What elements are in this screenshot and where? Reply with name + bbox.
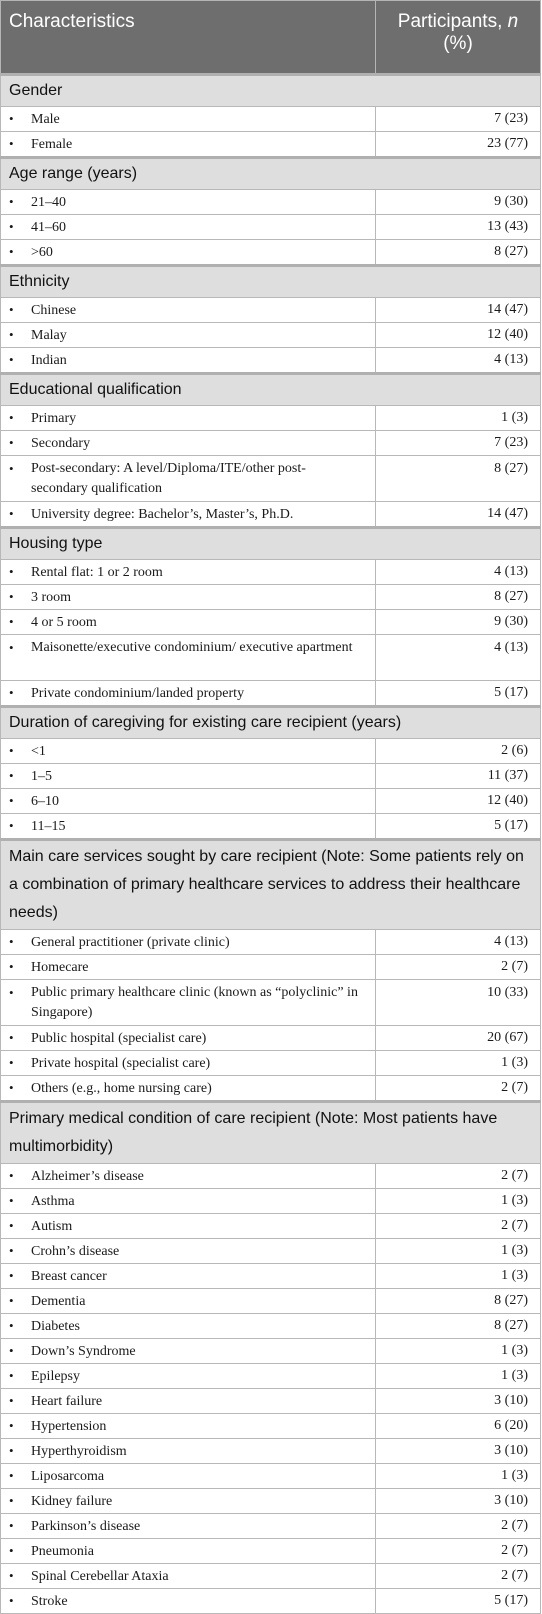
table-header-row [1,1,541,75]
row-label-cell [1,431,376,456]
row-value: 2 (7) [376,1164,541,1189]
bullet-icon: • [9,985,14,1000]
row-label-cell [1,1589,376,1614]
row-label-cell [1,323,376,348]
row-value: 14 (47) [376,502,541,528]
table-row [1,323,541,348]
row-value: 3 (10) [376,1389,541,1414]
row-value: 2 (6) [376,739,541,764]
row-label-cell [1,635,376,681]
section-row [1,528,541,560]
table-row [1,502,541,528]
section-row [1,75,541,107]
row-value: 14 (47) [376,298,541,323]
table-row [1,789,541,814]
row-value: 8 (27) [376,1314,541,1339]
table-row [1,560,541,585]
bullet-icon: • [9,1517,14,1533]
table-row [1,190,541,215]
row-value: 3 (10) [376,1439,541,1464]
bullet-icon: • [9,301,14,317]
bullet-icon: • [9,218,14,234]
row-label: Chinese [31,302,77,318]
table-row [1,1026,541,1051]
row-value: 8 (27) [376,456,541,502]
row-value: 2 (7) [376,955,541,980]
row-value: 10 (33) [376,980,541,1026]
row-value: 12 (40) [376,323,541,348]
row-label: 41–60 [31,219,66,235]
row-label: Private condominium/landed property [31,685,245,701]
header-participants [376,1,541,75]
bullet-icon: • [9,640,14,655]
header-participants-pct: (%) [443,33,473,54]
row-label-cell [1,406,376,431]
bullet-icon: • [9,1242,14,1258]
section-title: Main care services sought by care recipient (Note: Some patients rely on a combination of primary healthcare services to address their healthcare needs) [1,840,541,930]
table-row [1,1464,541,1489]
section-row [1,158,541,190]
table-row [1,1164,541,1189]
row-label: <1 [31,743,46,759]
bullet-icon: • [9,933,14,949]
row-label: Diabetes [31,1318,80,1334]
row-label: Spinal Cerebellar Ataxia [31,1568,169,1584]
row-label-cell [1,930,376,955]
row-label-cell [1,789,376,814]
row-value: 1 (3) [376,1364,541,1389]
table-row [1,132,541,158]
row-label-cell [1,739,376,764]
row-label-cell [1,1464,376,1489]
bullet-icon: • [9,434,14,450]
row-label: 11–15 [31,818,66,834]
section-row [1,707,541,739]
table-body [1,75,541,1614]
row-value: 1 (3) [376,1239,541,1264]
bullet-icon: • [9,563,14,579]
row-label: Primary [31,410,77,426]
row-value: 2 (7) [376,1214,541,1239]
bullet-icon: • [9,1029,14,1045]
row-label: Down’s Syndrome [31,1343,136,1359]
row-label-cell [1,1489,376,1514]
bullet-icon: • [9,1167,14,1183]
row-label-cell [1,1514,376,1539]
row-label: Liposarcoma [31,1468,105,1484]
bullet-icon: • [9,110,14,126]
bullet-icon: • [9,1217,14,1233]
table-row [1,1239,541,1264]
row-label: Male [31,111,60,127]
row-value: 4 (13) [376,930,541,955]
bullet-icon: • [9,1592,14,1608]
row-value: 12 (40) [376,789,541,814]
bullet-icon: • [9,1492,14,1508]
table-row [1,1514,541,1539]
header-participants-label: Participants, [397,11,508,32]
bullet-icon: • [9,1467,14,1483]
row-label: 4 or 5 room [31,614,97,630]
section-title: Ethnicity [1,266,541,298]
row-label: 3 room [31,589,72,605]
bullet-icon: • [9,588,14,604]
table-row [1,298,541,323]
row-value: 2 (7) [376,1539,541,1564]
row-value: 1 (3) [376,1464,541,1489]
row-label: Parkinson’s disease [31,1518,141,1534]
row-label: >60 [31,244,53,260]
row-label: Private hospital (specialist care) [31,1055,211,1071]
table-row [1,635,541,681]
row-label: Others (e.g., home nursing care) [31,1080,212,1096]
section-row [1,266,541,298]
row-label: Female [31,136,73,152]
bullet-icon: • [9,326,14,342]
row-label: Breast cancer [31,1268,107,1284]
section-title: Primary medical condition of care recipient (Note: Most patients have multimorbidity) [1,1102,541,1164]
bullet-icon: • [9,1054,14,1070]
row-value: 1 (3) [376,1264,541,1289]
row-label-cell [1,1189,376,1214]
row-value: 5 (17) [376,1589,541,1614]
row-label-cell [1,1439,376,1464]
table-row [1,1439,541,1464]
row-label: General practitioner (private clinic) [31,934,230,950]
row-label-cell [1,1214,376,1239]
row-label: Indian [31,352,67,368]
table-row [1,764,541,789]
row-label-cell [1,610,376,635]
row-label: Stroke [31,1593,68,1609]
row-label: Pneumonia [31,1543,94,1559]
bullet-icon: • [9,1292,14,1308]
row-label: Secondary [31,435,91,451]
row-label-cell [1,1339,376,1364]
row-value: 5 (17) [376,814,541,840]
row-label: Post-secondary: A level/Diploma/ITE/other post-secondary qualification [31,461,306,496]
header-characteristics: Characteristics [1,1,376,75]
bullet-icon: • [9,193,14,209]
row-label-cell [1,298,376,323]
row-label: Hyperthyroidism [31,1443,127,1459]
row-label: Crohn’s disease [31,1243,120,1259]
row-label-cell [1,1364,376,1389]
row-value: 1 (3) [376,1189,541,1214]
bullet-icon: • [9,1317,14,1333]
row-label-cell [1,681,376,707]
bullet-icon: • [9,243,14,259]
row-label-cell [1,215,376,240]
table-row [1,1314,541,1339]
bullet-icon: • [9,409,14,425]
bullet-icon: • [9,1192,14,1208]
row-label: Kidney failure [31,1493,113,1509]
row-label: Homecare [31,959,89,975]
row-label-cell [1,1564,376,1589]
table-row [1,1364,541,1389]
table-row [1,1589,541,1614]
table-row [1,1264,541,1289]
row-label: Asthma [31,1193,75,1209]
row-label-cell [1,560,376,585]
row-label-cell [1,1314,376,1339]
bullet-icon: • [9,1417,14,1433]
row-label: Autism [31,1218,73,1234]
bullet-icon: • [9,1342,14,1358]
table-row [1,1214,541,1239]
row-value: 9 (30) [376,610,541,635]
row-value: 13 (43) [376,215,541,240]
table-row [1,681,541,707]
table-row [1,739,541,764]
row-label-cell [1,1389,376,1414]
row-value: 1 (3) [376,1051,541,1076]
table-row [1,955,541,980]
row-label: Rental flat: 1 or 2 room [31,564,163,580]
row-label: University degree: Bachelor’s, Master’s, Ph.D. [31,506,294,522]
row-label-cell [1,764,376,789]
row-value: 1 (3) [376,1339,541,1364]
table-row [1,1539,541,1564]
row-label-cell [1,814,376,840]
row-value: 1 (3) [376,406,541,431]
section-row [1,1102,541,1164]
bullet-icon: • [9,1367,14,1383]
row-label: Public primary healthcare clinic (known as “polyclinic” in Singapore) [31,985,358,1020]
section-title: Gender [1,75,541,107]
bullet-icon: • [9,742,14,758]
section-title: Housing type [1,528,541,560]
table-row [1,1564,541,1589]
header-participants-n: n [507,11,519,32]
row-value: 4 (13) [376,560,541,585]
row-value: 8 (27) [376,1289,541,1314]
row-label-cell [1,980,376,1026]
section-title: Duration of caregiving for existing care recipient (years) [1,707,541,739]
table-row [1,1051,541,1076]
row-label-cell [1,1076,376,1102]
row-value: 6 (20) [376,1414,541,1439]
row-label: Malay [31,327,67,343]
row-label-cell [1,190,376,215]
section-row [1,840,541,930]
row-label: Maisonette/executive condominium/ executive apartment [31,640,353,655]
row-label-cell [1,1264,376,1289]
bullet-icon: • [9,817,14,833]
bullet-icon: • [9,505,14,521]
row-label: 6–10 [31,793,59,809]
table-row [1,107,541,132]
row-label: 1–5 [31,768,52,784]
table-row [1,215,541,240]
bullet-icon: • [9,1267,14,1283]
row-value: 4 (13) [376,635,541,681]
row-value: 7 (23) [376,431,541,456]
row-label-cell [1,1051,376,1076]
row-value: 8 (27) [376,585,541,610]
row-label-cell [1,1239,376,1264]
row-label-cell [1,107,376,132]
row-value: 3 (10) [376,1489,541,1514]
table-row [1,814,541,840]
table-row [1,980,541,1026]
bullet-icon: • [9,613,14,629]
bullet-icon: • [9,135,14,151]
row-value: 5 (17) [376,681,541,707]
table-row [1,930,541,955]
bullet-icon: • [9,351,14,367]
bullet-icon: • [9,792,14,808]
row-value: 9 (30) [376,190,541,215]
row-value: 4 (13) [376,348,541,374]
row-label-cell [1,240,376,266]
row-value: 7 (23) [376,107,541,132]
row-label-cell [1,502,376,528]
section-row [1,374,541,406]
bullet-icon: • [9,1079,14,1095]
bullet-icon: • [9,767,14,783]
row-value: 2 (7) [376,1076,541,1102]
row-label-cell [1,348,376,374]
row-label-cell [1,1539,376,1564]
row-label: Hypertension [31,1418,107,1434]
row-label-cell [1,1164,376,1189]
table-row [1,1289,541,1314]
row-value: 8 (27) [376,240,541,266]
row-label-cell [1,1414,376,1439]
row-label: Dementia [31,1293,86,1309]
table-row [1,348,541,374]
row-label-cell [1,585,376,610]
row-value: 20 (67) [376,1026,541,1051]
row-value: 23 (77) [376,132,541,158]
table-row [1,431,541,456]
row-label: 21–40 [31,194,66,210]
section-title: Age range (years) [1,158,541,190]
section-title: Educational qualification [1,374,541,406]
bullet-icon: • [9,1542,14,1558]
table-row [1,240,541,266]
row-label-cell [1,955,376,980]
table-row [1,1339,541,1364]
bullet-icon: • [9,684,14,700]
bullet-icon: • [9,1392,14,1408]
table-row [1,1389,541,1414]
table-row [1,1189,541,1214]
table-row [1,1414,541,1439]
row-label-cell [1,1289,376,1314]
row-value: 2 (7) [376,1564,541,1589]
table-row [1,610,541,635]
bullet-icon: • [9,461,14,476]
row-label-cell [1,132,376,158]
table-row [1,585,541,610]
row-label: Epilepsy [31,1368,80,1384]
table-row [1,456,541,502]
bullet-icon: • [9,1442,14,1458]
row-value: 2 (7) [376,1514,541,1539]
row-value: 11 (37) [376,764,541,789]
table-row [1,1076,541,1102]
table-row [1,406,541,431]
row-label: Alzheimer’s disease [31,1168,144,1184]
table-row [1,1489,541,1514]
row-label: Heart failure [31,1393,103,1409]
row-label-cell [1,1026,376,1051]
bullet-icon: • [9,1567,14,1583]
bullet-icon: • [9,958,14,974]
row-label-cell [1,456,376,502]
row-label: Public hospital (specialist care) [31,1030,207,1046]
